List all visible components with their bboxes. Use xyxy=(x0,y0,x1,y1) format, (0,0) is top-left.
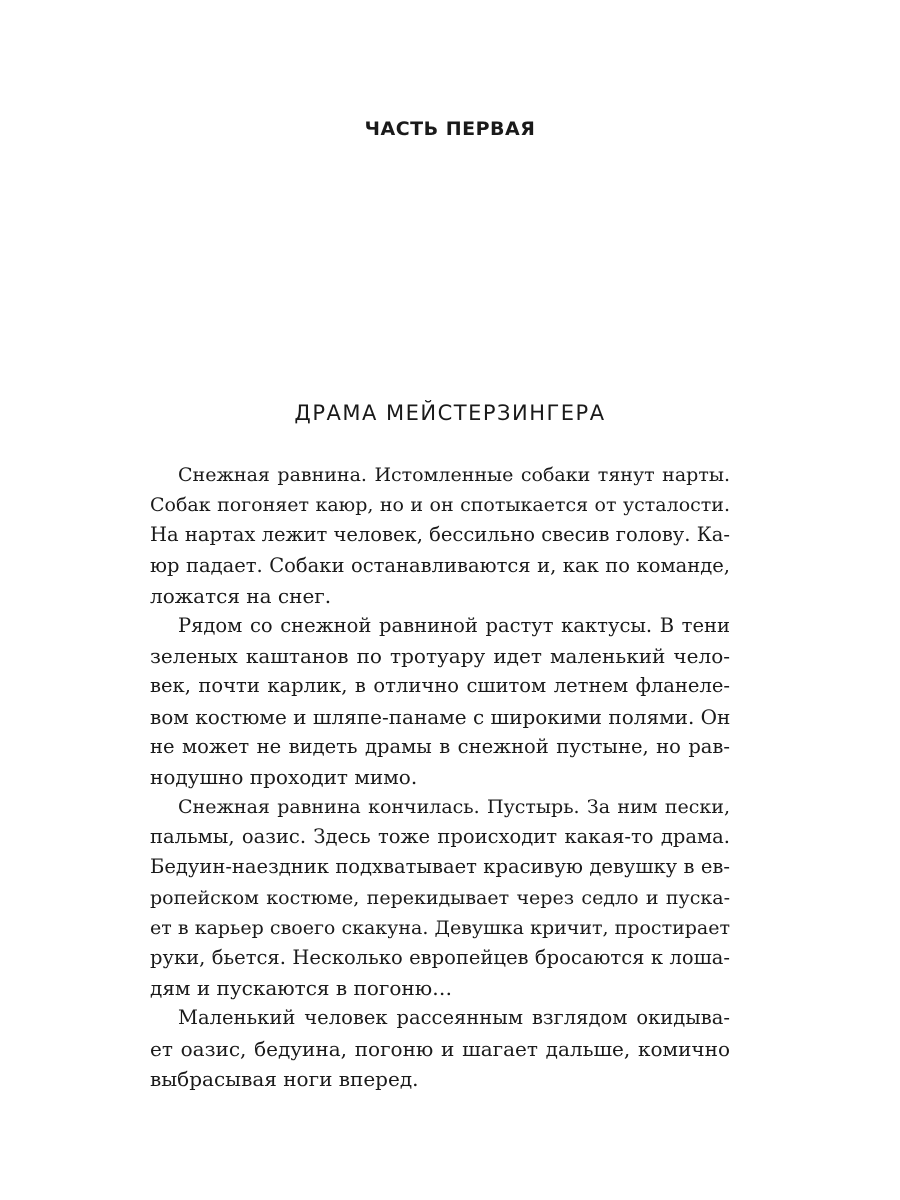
text-line: ропейском костюме, перекидывает через седло и пуска- xyxy=(150,886,730,909)
text-line: зеленых каштанов по тротуару идет маленький чело- xyxy=(150,644,730,669)
text-line: ет в карьер своего скакуна. Девушка кричит, простирает xyxy=(150,916,730,939)
paragraph-3 xyxy=(150,792,730,1003)
part-title: ЧАСТЬ ПЕРВАЯ xyxy=(364,118,536,140)
text-line: На нартах лежит человек, бессильно свесив голову. Ка- xyxy=(150,523,730,547)
text-line: дям и пускаются в погоню… xyxy=(150,976,453,1001)
text-line: век, почти карлик, в отлично сшитом летнем фланеле- xyxy=(150,674,730,698)
text-line: ложатся на снег. xyxy=(150,583,332,608)
paragraph-2 xyxy=(150,611,730,792)
chapter-text xyxy=(150,460,730,1094)
text-line: нодушно проходит мимо. xyxy=(150,764,418,789)
text-line: вом костюме и шляпе-панаме с широкими полями. Он xyxy=(150,704,731,729)
text-line: Собак погоняет каюр, но и он спотыкается от усталости. xyxy=(150,494,730,517)
text-line: выбрасывая ноги вперед. xyxy=(150,1066,419,1091)
paragraph-4 xyxy=(150,1003,730,1094)
text-line: пальмы, оазис. Здесь тоже происходит какая-то драма. xyxy=(150,825,730,849)
text-line: Маленький человек рассеянным взглядом окидыва- xyxy=(178,1006,730,1030)
text-line: юр падает. Собаки останавливаются и, как по команде, xyxy=(150,553,730,577)
text-line: Рядом со снежной равниной растут кактусы. В тени xyxy=(178,613,730,637)
text-line: не может не видеть драмы в снежной пустыне, но рав- xyxy=(150,734,730,758)
text-line: Бедуин-наездник подхватывает красивую девушку в ев- xyxy=(150,855,730,879)
text-line: ет оазис, бедуина, погоню и шагает дальше, комично xyxy=(150,1036,730,1061)
chapter-title: ДРАМА МЕЙСТЕРЗИНГЕРА xyxy=(294,401,606,425)
paragraph-1 xyxy=(150,460,730,611)
text-line: Снежная равнина кончилась. Пустырь. За ним пески, xyxy=(178,796,730,819)
text-line: руки, бьется. Несколько европейцев бросаются к лоша- xyxy=(150,946,730,969)
text-line: Снежная равнина. Истомленные собаки тянут нарты. xyxy=(178,464,730,486)
